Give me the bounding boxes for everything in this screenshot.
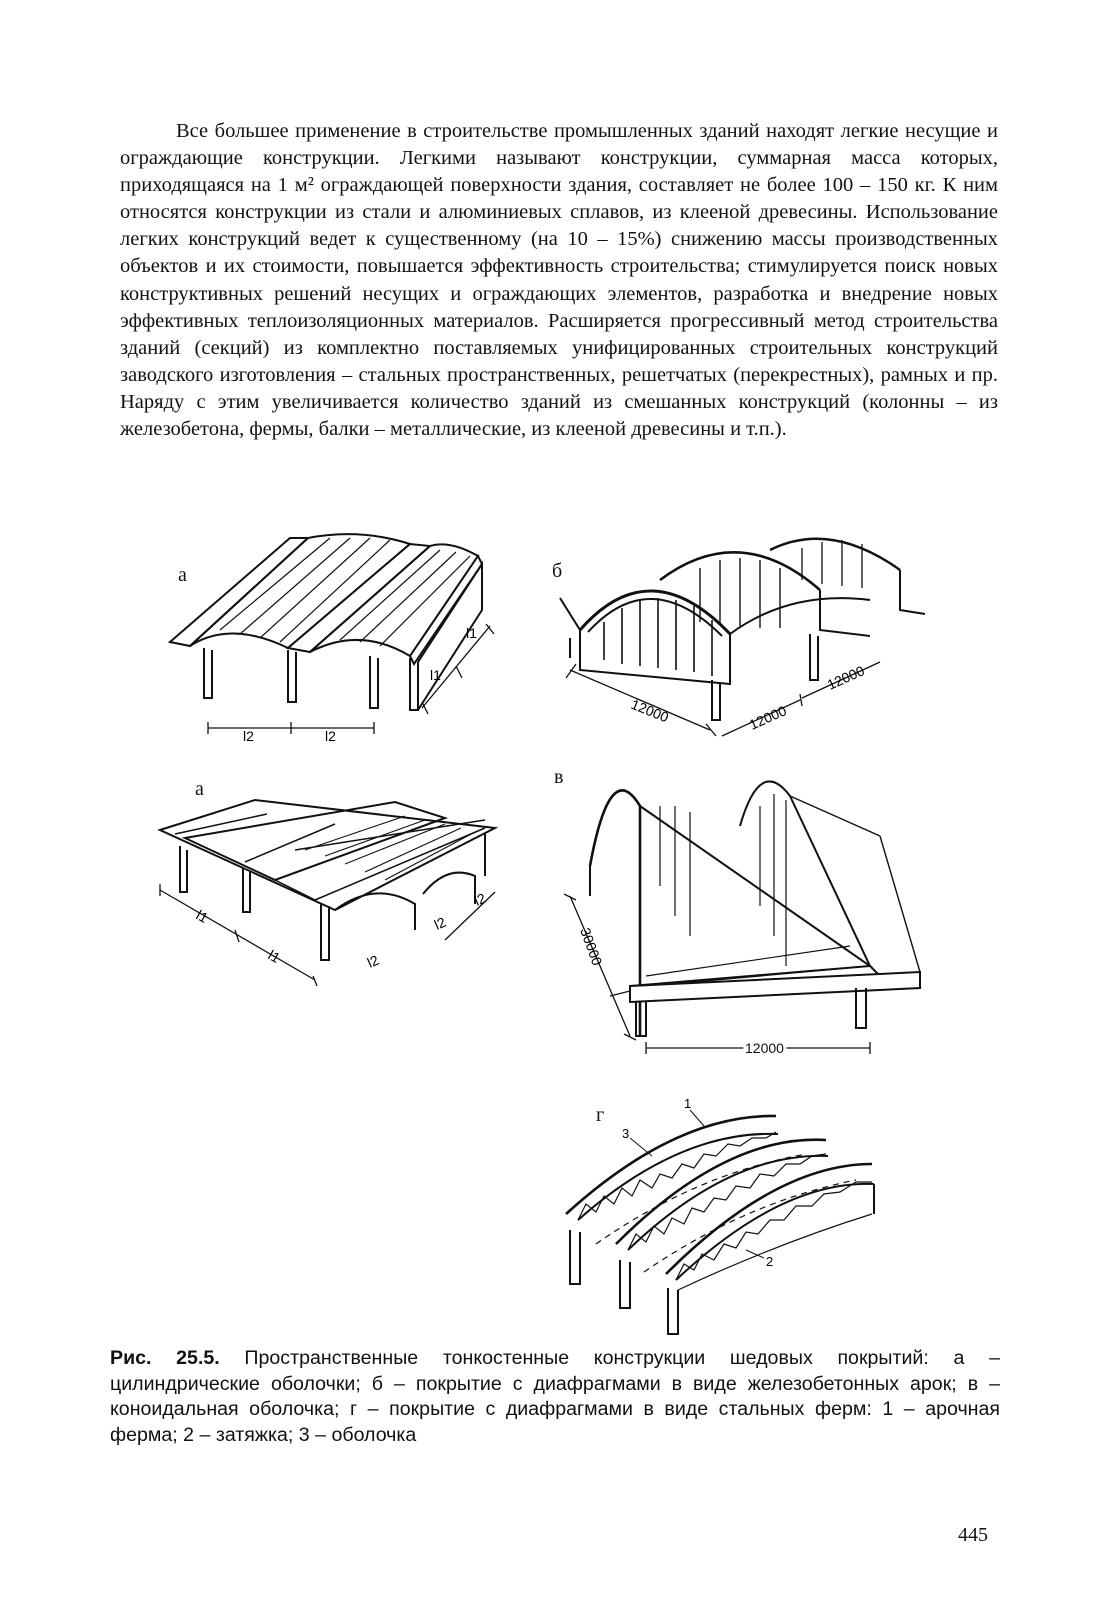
figure-letter-v: в [554, 766, 564, 788]
figure-a-top-dim-l2-2: l2 [325, 728, 336, 744]
figure-letter-a-top: а [178, 564, 187, 586]
figure-a-bottom-dim-l1-2: l1 [265, 946, 283, 967]
figure-b [540, 530, 930, 755]
figure-v [550, 766, 930, 1066]
figure-letter-g: г [596, 1104, 605, 1126]
figure-g [556, 1094, 896, 1334]
figure-a-bottom [155, 780, 505, 1010]
figure-b-dim-3: 12000 [824, 662, 867, 693]
figure-letter-b: б [552, 560, 563, 582]
figure-b-dim-2: 12000 [746, 702, 789, 733]
figure-a-bottom-dim-l2-2: l2 [431, 913, 449, 933]
figure-caption [110, 1346, 1000, 1448]
figure-b-drawing [540, 530, 930, 755]
figure-v-dim-span: 12000 [745, 1040, 784, 1056]
figure-b-dim-1: 12000 [628, 695, 671, 726]
figure-a-bottom-dim-l2-3: l2 [471, 889, 489, 909]
figure-a-bottom-dim-l1-1: l1 [193, 906, 211, 927]
figure-a-top-dim-l1-2: l1 [466, 625, 477, 641]
figure-v-dim-height: 30000 [577, 925, 606, 968]
figure-g-drawing [556, 1094, 896, 1334]
figure-a-top-drawing [160, 530, 500, 750]
page-number: 445 [958, 1524, 988, 1546]
figure-v-drawing [550, 766, 930, 1066]
figure-caption-text: Пространственные тонкостенные конструкции шедовых покрытий: а – цилиндрические оболочки; б – покрытие с диафрагмами в виде железобетонных арок; в – коноидальная оболочка; г – покрытие с диафрагмами в виде стальных ферм: 1 – арочная ферма; 2 – затяжка; 3 – оболочка [110, 1347, 1000, 1446]
figure-a-bottom-drawing [155, 780, 505, 1010]
figure-a-bottom-dim-l2-1: l2 [364, 951, 382, 971]
body-paragraph [120, 118, 998, 443]
figure-letter-a-bottom: а [195, 778, 204, 800]
figure-a-top-dim-l2-1: l2 [243, 728, 254, 744]
figure-g-label-3: 3 [622, 1126, 630, 1141]
figure-g-label-1: 1 [684, 1096, 692, 1111]
figure-caption-label: Рис. 25.5. [110, 1347, 220, 1369]
figure-a-top-dim-l1-1: l1 [430, 667, 441, 683]
figure-a-top [160, 530, 500, 750]
figure-g-label-2: 2 [766, 1254, 774, 1269]
body-paragraph-text: Все большее применение в строительстве промышленных зданий находят легкие несущие и ограждающие конструкции. Легкими называют конструкции, суммарная масса которых, приходящаяся на 1 м² ограждающей поверхности здания, составляет не более 100 – 150 кг. К ним относятся конструкции из стали и алюминиевых сплавов, из клееной древесины. Использование легких конструкций ведет к существенному (на 10 – 15%) снижению массы производственных объектов и их стоимости, повышается эффективность строительства; стимулируется поиск новых конструктивных решений несущих и ограждающих элементов, разработка и внедрение новых эффективных теплоизоляционных материалов. Расширяется прогрессивный метод строительства зданий (секций) из комплектно поставляемых унифицированных строительных конструкций заводского изготовления – стальных пространственных, решетчатых (перекрестных), рамных и пр. Наряду с этим увеличивается количество зданий из смешанных конструкций (колонны – из железобетона, фермы, балки – металлические, из клееной древесины и т.п.). [120, 120, 998, 441]
